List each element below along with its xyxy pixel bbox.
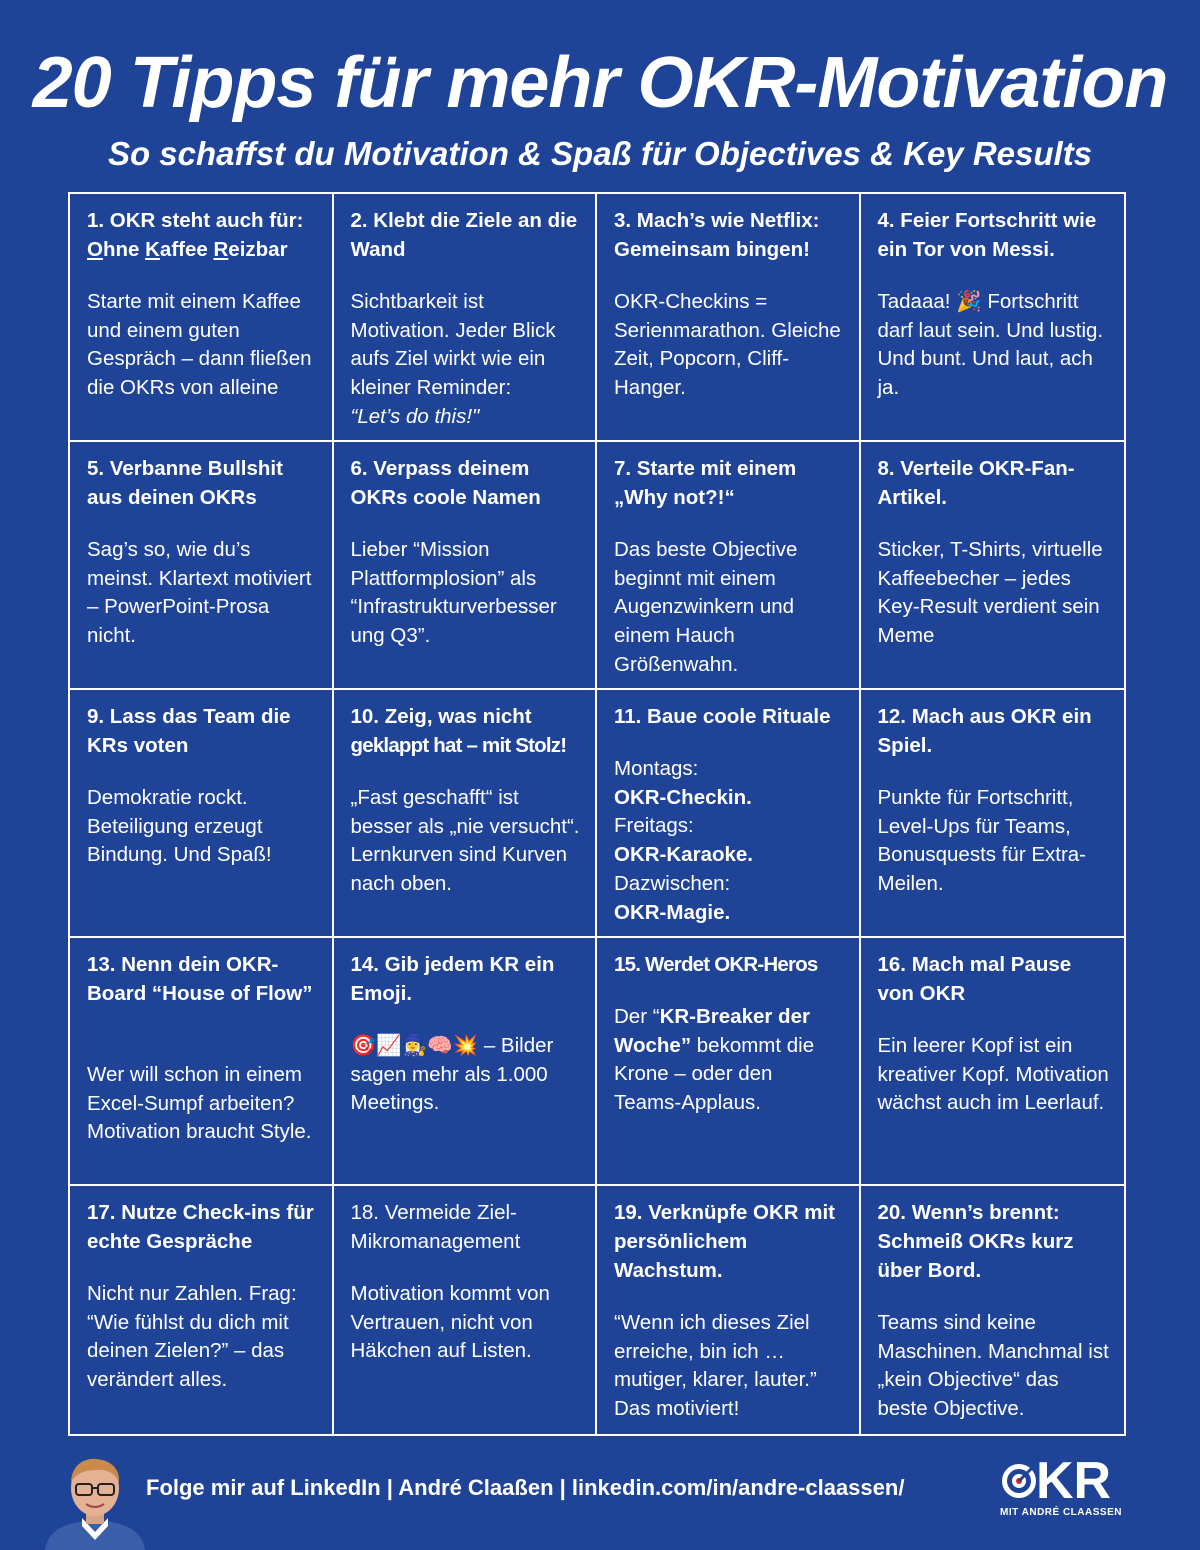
tip-body: Ein leerer Kopf ist ein kreativer Kopf. Motivation wächst auch im Leerlauf. (877, 1034, 1109, 1115)
tip-card-4 (861, 194, 1125, 442)
tip-card-2 (334, 194, 598, 442)
tip-title: 6. Verpass deinem OKRs coole Namen (350, 457, 541, 509)
tip-card-8 (861, 442, 1125, 690)
tip-body: Nicht nur Zahlen. Frag: “Wie fühlst du dich mit deinen Zielen?” – das verändert alles. (87, 1282, 297, 1392)
author-photo (40, 1452, 150, 1550)
tip-title: 3. Mach’s wie Netflix: Gemeinsam bingen! (614, 209, 820, 261)
tip-title: 20. Wenn’s brennt: Schmeiß OKRs kurz über Bord. (877, 1201, 1074, 1282)
tip-card-6 (334, 442, 598, 690)
tip-body: Demokratie rockt. Beteiligung erzeugt Bindung. Und Spaß! (87, 786, 272, 867)
tip-title: 17. Nutze Check-ins für echte Gespräche (87, 1201, 314, 1253)
tip-body: Das beste Objective beginnt mit einem Augenzwinkern und einem Hauch Größenwahn. (614, 538, 798, 676)
page-title: 20 Tipps für mehr OKR-Motivation (32, 43, 1168, 123)
tip-card-18 (334, 1186, 598, 1434)
logo-text: KR (1036, 1452, 1112, 1510)
tip-body: Tadaaa! 🎉 Fortschritt darf laut sein. Und lustig. Und bunt. Und laut, ach ja. (877, 290, 1104, 400)
tip-card-1 (70, 194, 334, 442)
tip-title: 12. Mach aus OKR ein Spiel. (877, 705, 1092, 757)
tip-body: Teams sind keine Maschinen. Manchmal ist „kein Objective“ das beste Objective. (877, 1311, 1109, 1421)
tip-body: Motivation kommt von Vertrauen, nicht von Häkchen auf Listen. (350, 1282, 550, 1363)
tip-card-7 (597, 442, 861, 690)
tip-body: Punkte für Fortschritt, Level-Ups für Teams, Bonusquests für Extra-Meilen. (877, 786, 1087, 896)
tip-card-19 (597, 1186, 861, 1434)
tip-title: 18. Vermeide Ziel-Mikromanagement (350, 1201, 521, 1253)
tip-card-5 (70, 442, 334, 690)
tip-body: 🎯📈🧙‍♀️🧠💥 – Bilder sagen mehr als 1.000 Meetings. (350, 1034, 554, 1115)
tip-title: 10. Zeig, was nicht geklappt hat – mit Stolz! (350, 705, 567, 757)
tip-body: Sag’s so, wie du’s meinst. Klartext motiviert – PowerPoint-Prosa nicht. (87, 538, 312, 648)
footer-linkedin-text: Folge mir auf LinkedIn | André Claaßen | linkedin.com/in/andre-claassen/ (146, 1475, 905, 1500)
tip-title: 16. Mach mal Pause von OKR (877, 953, 1072, 1005)
page-subtitle: So schaffst du Motivation & Spaß für Objectives & Key Results (107, 135, 1093, 172)
tip-body: Starte mit einem Kaffee und einem guten Gespräch – dann fließen die OKRs von alleine (87, 290, 312, 400)
tip-body: Sichtbarkeit ist Motivation. Jeder Blick aufs Ziel wirkt wie ein kleiner Reminder: “Let’s do this!" (350, 290, 556, 428)
tip-card-16 (861, 938, 1125, 1186)
tip-card-9 (70, 690, 334, 938)
tip-title: 8. Verteile OKR-Fan-Artikel. (877, 457, 1075, 509)
tip-body: Wer will schon in einem Excel-Sumpf arbeiten? Motivation braucht Style. (87, 1063, 312, 1144)
tip-title: 11. Baue coole Rituale (614, 705, 831, 728)
tip-card-17 (70, 1186, 334, 1434)
tip-body: OKR-Checkins = Serienmarathon. Gleiche Zeit, Popcorn, Cliff-Hanger. (614, 290, 841, 400)
target-icon (1000, 1461, 1040, 1501)
tip-body: Lieber “Mission Plattformplosion” als “Infrastrukturverbesser ung Q3”. (350, 538, 557, 648)
tip-title: 19. Verknüpfe OKR mit persönlichem Wachstum. (614, 1201, 836, 1282)
tip-card-3 (597, 194, 861, 442)
tip-card-12 (861, 690, 1125, 938)
tip-card-14 (334, 938, 598, 1186)
tip-body: Sticker, T-Shirts, virtuelle Kaffeebecher – jedes Key-Result verdient sein Meme (877, 538, 1103, 648)
tip-card-10 (334, 690, 598, 938)
tip-title: 13. Nenn dein OKR-Board “House of Flow” (87, 953, 313, 1005)
tips-grid (68, 192, 1126, 1436)
logo-subtitle: MIT ANDRÉ CLAASSEN (1000, 1507, 1122, 1518)
tip-card-15 (597, 938, 861, 1186)
tip-body: „Fast geschafft“ ist besser als „nie versucht“. Lernkurven sind Kurven nach oben. (350, 786, 580, 896)
okr-logo (998, 1452, 1128, 1520)
tip-body: Montags: OKR-Checkin. Freitags: OKR-Karaoke. Dazwischen: OKR-Magie. (614, 757, 753, 924)
tip-title: 4. Feier Fortschritt wie ein Tor von Messi. (877, 209, 1097, 261)
tip-card-20 (861, 1186, 1125, 1434)
tip-title: 5. Verbanne Bullshit aus deinen OKRs (87, 457, 283, 509)
tip-title: 2. Klebt die Ziele an die Wand (350, 209, 578, 261)
tip-title: 14. Gib jedem KR ein Emoji. (350, 953, 555, 1005)
tip-title: 15. Werdet OKR-Heros (614, 953, 818, 976)
tip-card-13 (70, 938, 334, 1186)
tip-title: 9. Lass das Team die KRs voten (87, 705, 291, 757)
tip-body: Der “KR-Breaker der Woche” bekommt die Krone – oder den Teams-Applaus. (614, 1005, 815, 1115)
tip-body: “Wenn ich dieses Ziel erreiche, bin ich … mutiger, klarer, lauter.” Das motiviert! (614, 1311, 817, 1421)
tip-card-11 (597, 690, 861, 938)
tip-title: 1. OKR steht auch für: Ohne Kaffee Reizbar (87, 209, 304, 261)
tip-title: 7. Starte mit einem „Why not?!“ (614, 457, 797, 509)
